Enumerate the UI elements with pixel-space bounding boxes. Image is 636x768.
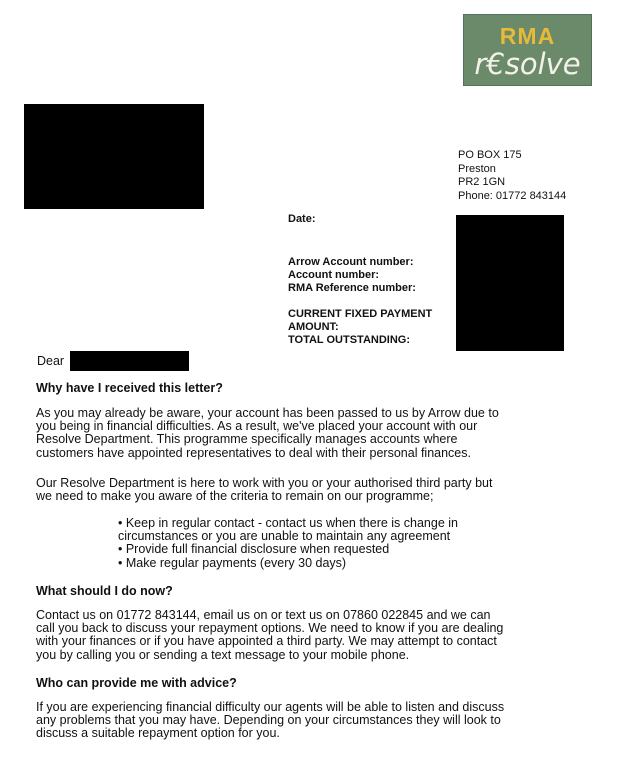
- salutation: Dear: [37, 354, 65, 368]
- list-item: • Make regular payments (every 30 days): [118, 555, 347, 570]
- paragraph-line: any problems that you may have. Depending on your circumstances they will look to: [36, 713, 501, 728]
- paragraph-line: Resolve Department. This programme specifically manages accounts where: [36, 432, 458, 447]
- heading-who: Who can provide me with advice?: [36, 676, 237, 690]
- paragraph-line: customers have appointed representatives to deal with their personal finances.: [36, 445, 471, 460]
- paragraph-line: with your finances or if you have appointed a third party. We may attempt to contact: [36, 634, 497, 649]
- address-line: PO BOX 175: [458, 149, 522, 161]
- paragraph-advice: [36, 701, 606, 741]
- redacted-name: [70, 351, 189, 371]
- sender-address: [458, 149, 566, 203]
- list-item: • Keep in regular contact - contact us when there is change in: [118, 516, 458, 530]
- paragraph-line: discuss a suitable repayment option for you.: [36, 726, 280, 741]
- address-line: PR2 1GN: [458, 176, 506, 189]
- paragraph-line: Contact us on 01772 843144, email us on or text us on 07860 022845 and we can: [36, 608, 491, 622]
- paragraph-line: If you are experiencing financial difficulty our agents will be able to listen and discuss: [36, 700, 505, 714]
- logo-resolve-text: r€solve: [474, 47, 581, 81]
- paragraph-line: Our Resolve Department is here to work with you or your authorised third party but: [36, 476, 493, 490]
- total-outstanding-label: TOTAL OUTSTANDING:: [288, 334, 411, 347]
- address-line: Preston: [458, 162, 496, 175]
- paragraph-why: [36, 407, 606, 460]
- redacted-recipient-address: [24, 104, 204, 209]
- rma-reference-label: RMA Reference number:: [288, 282, 416, 295]
- payment-label-line2: AMOUNT:: [288, 321, 339, 334]
- address-phone: Phone: 01772 843144: [458, 189, 567, 202]
- paragraph-line: call you back to discuss your repayment options. We need to know if you are dealing: [36, 621, 504, 636]
- meta-date: [288, 213, 316, 226]
- heading-what: What should I do now?: [36, 584, 173, 598]
- redacted-account-details: [456, 215, 564, 351]
- paragraph-line: you being in financial difficulties. As a result, we've placed your account with our: [36, 419, 478, 434]
- list-item: circumstances or you are unable to maintain any agreement: [118, 529, 451, 544]
- paragraph-contact: [36, 609, 606, 662]
- paragraph-line: As you may already be aware, your account has been passed to us by Arrow due to: [36, 406, 499, 420]
- paragraph-line: we need to make you aware of the criteria to remain on our programme;: [36, 489, 434, 504]
- heading-why: Why have I received this letter?: [36, 381, 223, 395]
- criteria-list: [118, 517, 458, 570]
- paragraph-line: you by calling you or sending a text message to your mobile phone.: [36, 647, 410, 662]
- list-item: • Provide full financial disclosure when requested: [118, 542, 390, 557]
- date-label: Date:: [288, 213, 316, 225]
- logo-rma-text: RMA: [499, 23, 556, 49]
- meta-payment: [288, 308, 432, 348]
- meta-account-numbers: [288, 256, 416, 296]
- payment-label-line1: CURRENT FIXED PAYMENT: [288, 308, 433, 320]
- rma-resolve-logo: [463, 14, 592, 86]
- paragraph-resolve: [36, 477, 606, 503]
- arrow-account-label: Arrow Account number:: [288, 256, 414, 268]
- account-number-label: Account number:: [288, 269, 380, 282]
